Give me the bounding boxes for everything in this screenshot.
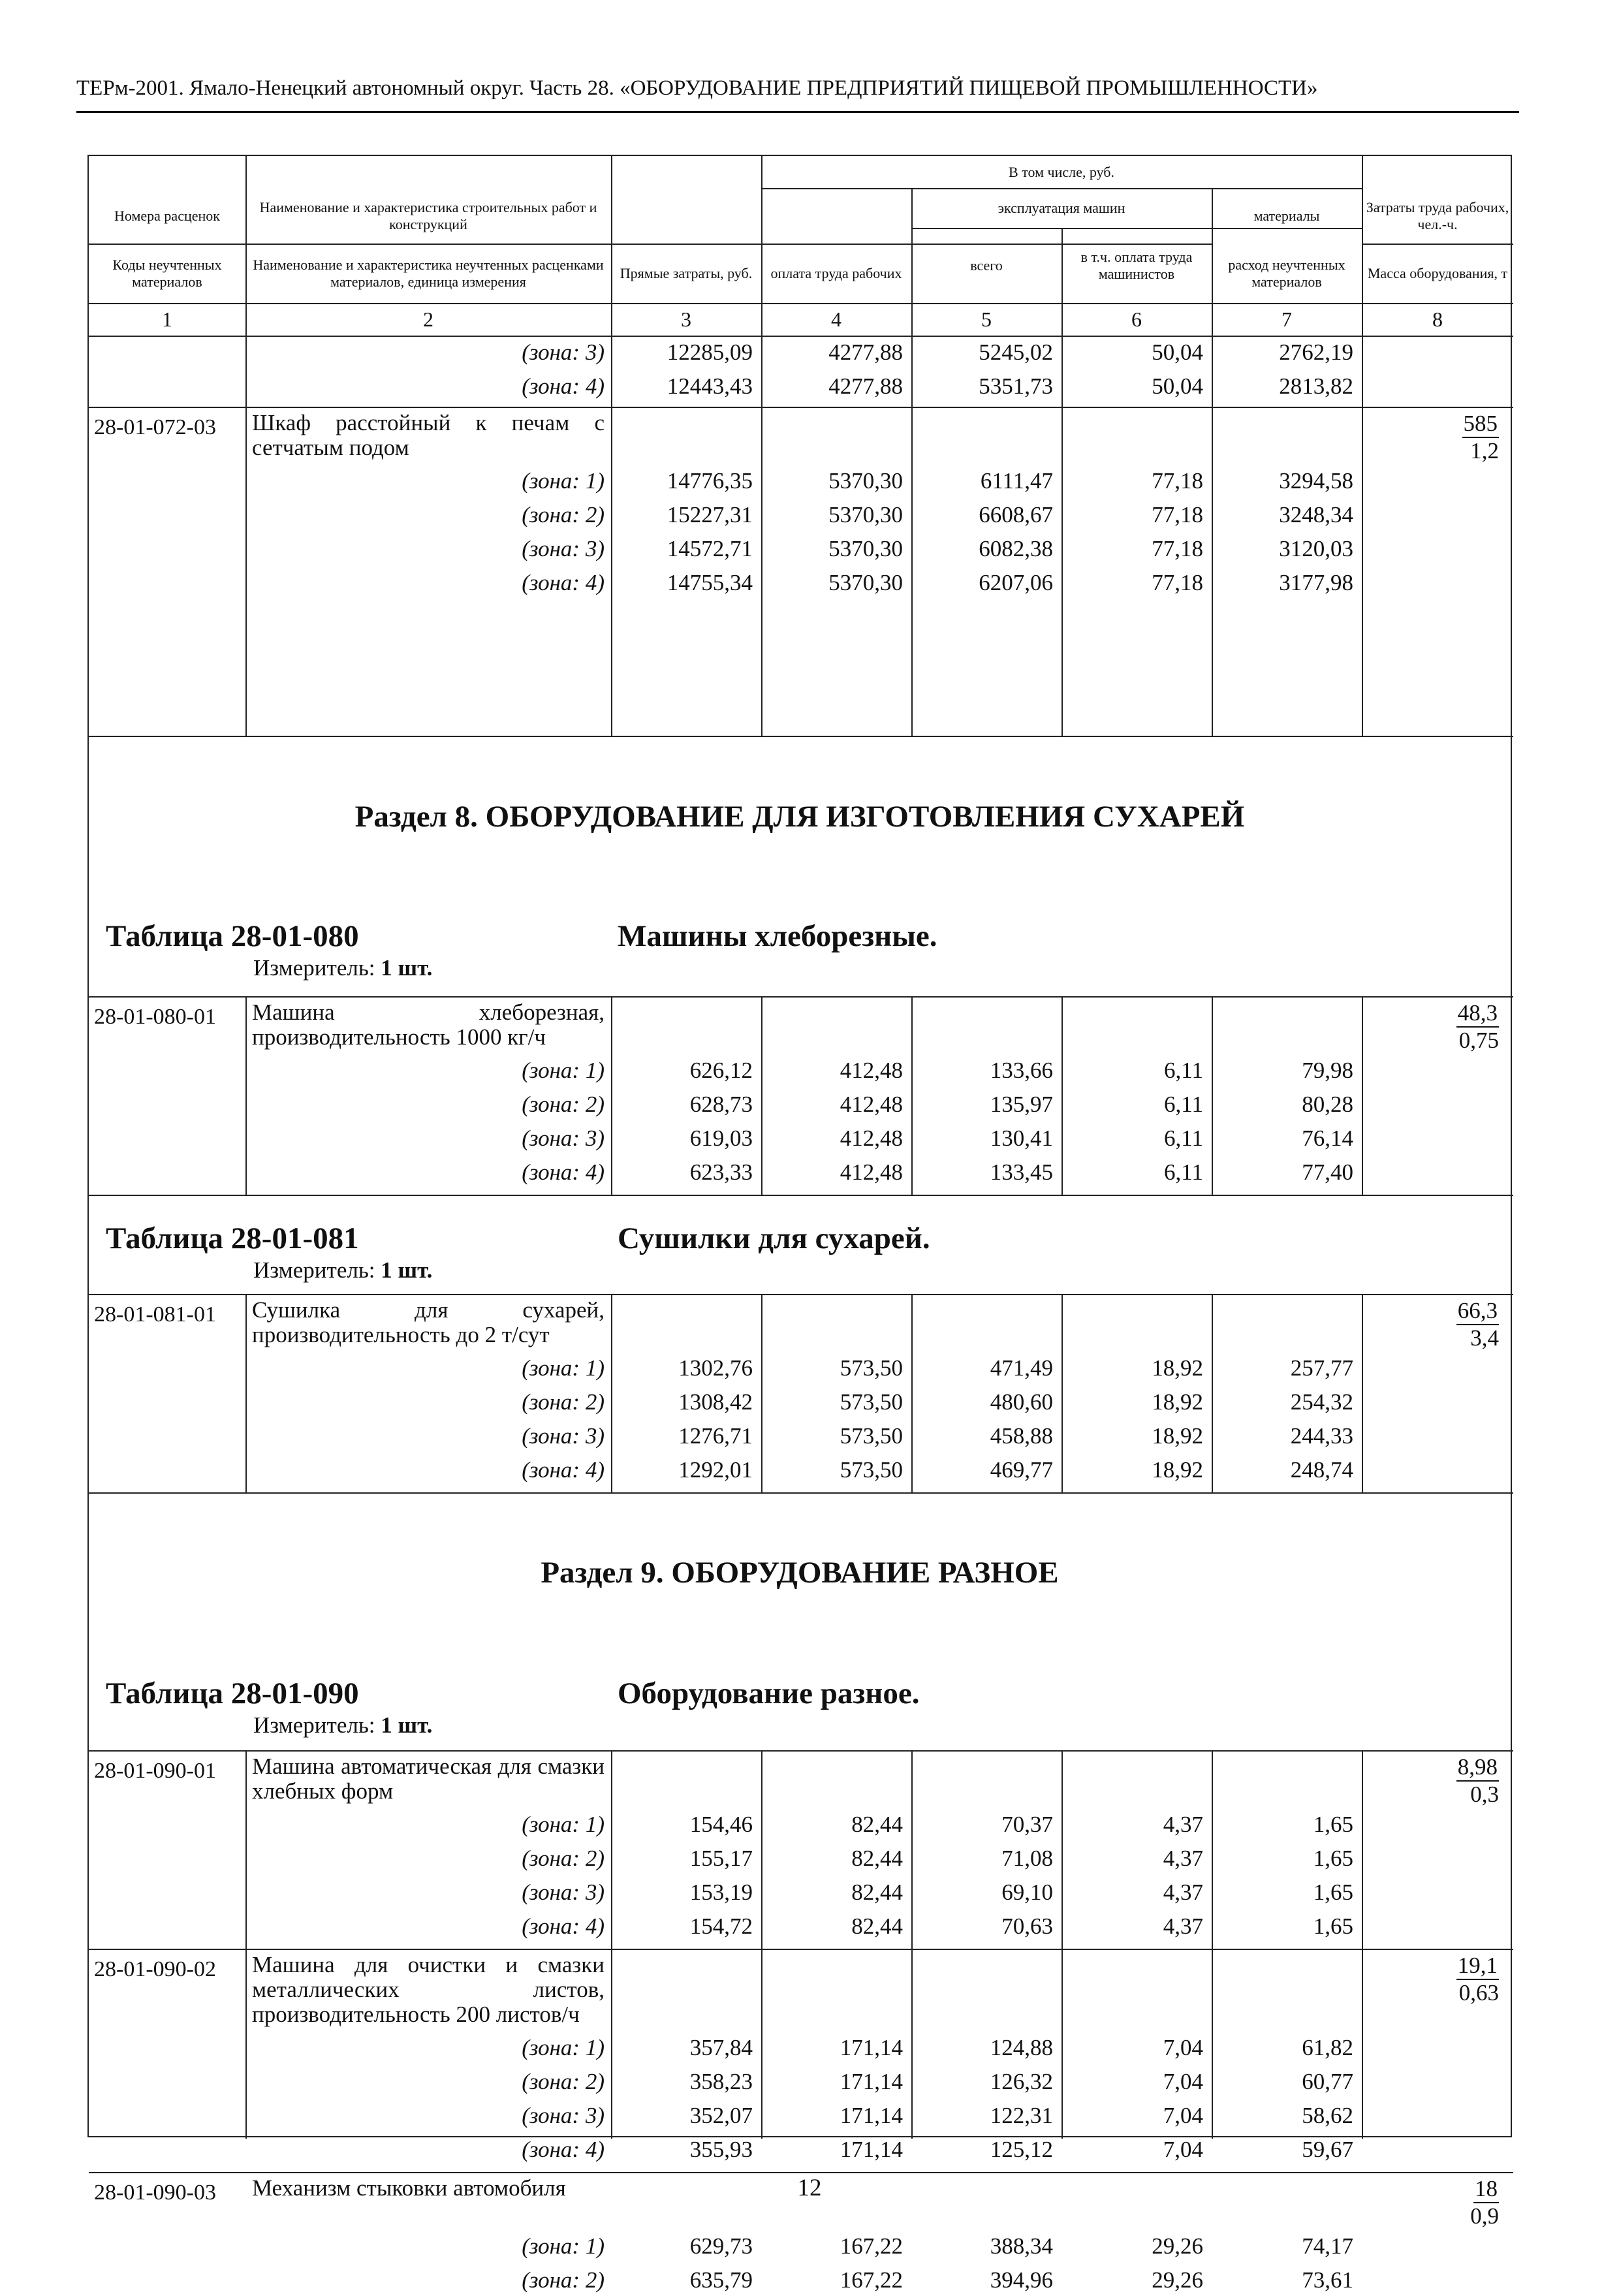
labor-cost-value: 8,98: [1456, 1754, 1499, 1782]
table-cell: 18,92: [1152, 1423, 1203, 1449]
column-divider: [611, 407, 612, 736]
table-cell: 50,04: [1152, 373, 1203, 399]
mass-value: [1368, 1754, 1499, 1808]
unit-value: 1 шт.: [381, 1712, 433, 1738]
column-divider: [245, 336, 247, 407]
table-cell: 3248,34: [1279, 502, 1353, 527]
table-cell: 394,96: [990, 2267, 1053, 2293]
table-cell: 412,48: [840, 1125, 903, 1151]
zone-label: (зона: 1): [522, 1355, 605, 1381]
zone-label: (зона: 1): [522, 2035, 605, 2060]
table-cell: 1,65: [1313, 1879, 1353, 1905]
table-number: Таблица 28-01-081: [106, 1221, 359, 1255]
table-cell: 70,63: [1001, 1913, 1053, 1939]
labor-pay-header: оплата труда рабочих: [770, 264, 902, 281]
zone-label: (зона: 1): [522, 468, 605, 494]
page-header: ТЕРм-2001. Ямало-Ненецкий автономный округ. Часть 28. «ОБОРУДОВАНИЕ ПРЕДПРИЯТИЙ ПИЩЕВОЙ ПРОМЫШЛЕННОСТИ»: [76, 72, 1519, 113]
zone-label: (зона: 4): [522, 373, 605, 399]
row-divider: [89, 1750, 1513, 1752]
table-cell: 77,18: [1152, 502, 1203, 527]
column-divider: [1212, 336, 1213, 407]
unit-value: 1 шт.: [381, 955, 433, 981]
row-divider: [89, 1195, 1513, 1196]
page-number: 12: [797, 2175, 822, 2201]
table-cell: 6082,38: [979, 536, 1053, 561]
column-divider: [611, 336, 612, 407]
table-cell: 18,92: [1152, 1355, 1203, 1381]
table-cell: 171,14: [840, 2103, 903, 2128]
table-cell: 18,92: [1152, 1389, 1203, 1415]
table-cell: 626,12: [689, 1058, 753, 1083]
column-divider: [1212, 996, 1213, 1195]
equipment-mass-value: 0,3: [1470, 1782, 1499, 1807]
table-cell: 412,48: [840, 1058, 903, 1083]
table-cell: 412,48: [840, 1092, 903, 1117]
column-divider: [1061, 336, 1063, 407]
total-header: всего: [970, 257, 1003, 274]
unit-line: [253, 1712, 432, 1738]
item-name: Машина для очистки и смазки металлических листов, производительность 200 листов/ч: [252, 1952, 605, 2027]
table-cell: 458,88: [990, 1423, 1053, 1449]
rate-code: 28-01-090-02: [94, 1957, 216, 1981]
col-number: 7: [1281, 307, 1292, 331]
unit-label: Измеритель:: [253, 1712, 375, 1738]
zone-label: (зона: 3): [522, 2103, 605, 2128]
zone-label: (зона: 2): [522, 2069, 605, 2094]
table-cell: 50,04: [1152, 339, 1203, 365]
mass-value: [1368, 1298, 1499, 1351]
rate-code: 28-01-072-03: [94, 415, 216, 439]
table-cell: 60,77: [1302, 2069, 1353, 2094]
table-cell: 77,40: [1302, 1159, 1353, 1185]
table-cell: 133,45: [990, 1159, 1053, 1185]
table-cell: 1302,76: [678, 1355, 753, 1381]
table-cell: 69,10: [1001, 1879, 1053, 1905]
row-divider: [89, 407, 1513, 408]
zone-label: (зона: 1): [522, 1812, 605, 1837]
table-cell: 122,31: [990, 2103, 1053, 2128]
table-cell: 1,65: [1313, 1846, 1353, 1871]
column-divider: [911, 407, 913, 736]
col-number: 1: [162, 307, 172, 331]
table-cell: 388,34: [990, 2233, 1053, 2259]
column-divider: [761, 996, 762, 1195]
labor-cost-value: 48,3: [1456, 1000, 1499, 1028]
table-cell: 12443,43: [667, 373, 753, 399]
table-cell: 171,14: [840, 2137, 903, 2162]
labor-cost-value: 585: [1462, 411, 1500, 438]
zone-label: (зона: 3): [522, 536, 605, 561]
table-cell: 5370,30: [828, 570, 903, 595]
zone-label: (зона: 2): [522, 1092, 605, 1117]
table-cell: 70,37: [1001, 1812, 1053, 1837]
item-name: Механизм стыковки автомобиля: [252, 2175, 566, 2201]
column-divider: [1061, 407, 1063, 736]
table-cell: 573,50: [840, 1457, 903, 1483]
mass-value: [1368, 411, 1499, 464]
table-cell: 79,98: [1302, 1058, 1353, 1083]
column-divider: [1061, 996, 1063, 1195]
table-cell: 154,72: [689, 1913, 753, 1939]
equipment-mass-value: 0,63: [1458, 1980, 1499, 2005]
table-cell: 2813,82: [1279, 373, 1353, 399]
zone-label: (зона: 4): [522, 570, 605, 595]
table-cell: 124,88: [990, 2035, 1053, 2060]
column-divider: [761, 1294, 762, 1492]
table-cell: 5370,30: [828, 502, 903, 527]
table-cell: 5245,02: [979, 339, 1053, 365]
col-number: 6: [1131, 307, 1142, 331]
zone-label: (зона: 3): [522, 1125, 605, 1151]
rate-code: 28-01-090-03: [94, 2180, 216, 2205]
table-cell: 76,14: [1302, 1125, 1353, 1151]
table-cell: 133,66: [990, 1058, 1053, 1083]
col3-header: Прямые затраты, руб.: [620, 264, 753, 281]
table-cell: 1308,42: [678, 1389, 753, 1415]
table-cell: 3120,03: [1279, 536, 1353, 561]
table-cell: 629,73: [689, 2233, 753, 2259]
zone-label: (зона: 1): [522, 1058, 605, 1083]
column-divider: [1362, 407, 1363, 736]
unit-line: [253, 955, 432, 981]
col2-header: Наименование и характеристика строительных работ и конструкций: [259, 198, 597, 232]
column-divider: [1362, 336, 1363, 407]
table-cell: 573,50: [840, 1389, 903, 1415]
column-divider: [245, 407, 247, 736]
col-number: 2: [423, 307, 433, 331]
unit-label: Измеритель:: [253, 1257, 375, 1283]
table-cell: 248,74: [1290, 1457, 1353, 1483]
table-cell: 635,79: [689, 2267, 753, 2293]
table-cell: 130,41: [990, 1125, 1053, 1151]
table-cell: 167,22: [840, 2233, 903, 2259]
row-divider: [89, 1949, 1513, 1950]
table-cell: 5351,73: [979, 373, 1053, 399]
rate-code: 28-01-080-01: [94, 1005, 216, 1029]
table-cell: 358,23: [689, 2069, 753, 2094]
equipment-mass-value: 1,2: [1470, 438, 1499, 464]
table-cell: 5370,30: [828, 536, 903, 561]
section-title: Раздел 8. ОБОРУДОВАНИЕ ДЛЯ ИЗГОТОВЛЕНИЯ СУХАРЕЙ: [354, 800, 1245, 834]
zone-label: (зона: 2): [522, 1389, 605, 1415]
mass-value: [1368, 1953, 1499, 2006]
column-divider: [761, 407, 762, 736]
table-cell: 14755,34: [667, 570, 753, 595]
table-number: Таблица 28-01-080: [106, 919, 359, 953]
table-cell: 126,32: [990, 2069, 1053, 2094]
table-cell: 73,61: [1302, 2267, 1353, 2293]
exploit-header: эксплуатация машин: [998, 199, 1125, 216]
table-cell: 6,11: [1164, 1125, 1203, 1151]
table-cell: 77,18: [1152, 468, 1203, 494]
rate-code: 28-01-081-01: [94, 1302, 216, 1327]
table-cell: 573,50: [840, 1355, 903, 1381]
table-cell: 61,82: [1302, 2035, 1353, 2060]
table-cell: 3294,58: [1279, 468, 1353, 494]
table-cell: 12285,09: [667, 339, 753, 365]
column-divider: [1212, 1750, 1213, 2139]
table-cell: 171,14: [840, 2035, 903, 2060]
table-cell: 471,49: [990, 1355, 1053, 1381]
table-cell: 14776,35: [667, 468, 753, 494]
table-cell: 4277,88: [828, 339, 903, 365]
row-divider: [89, 1294, 1513, 1295]
column-divider: [1362, 1750, 1363, 2139]
table-cell: 167,22: [840, 2267, 903, 2293]
table-cell: 155,17: [689, 1846, 753, 1871]
column-divider: [1212, 1294, 1213, 1492]
column-divider: [911, 1750, 913, 2139]
table-cell: 352,07: [689, 2103, 753, 2128]
table-cell: 623,33: [689, 1159, 753, 1185]
zone-label: (зона: 3): [522, 1879, 605, 1905]
column-divider: [611, 1294, 612, 1492]
labor-cost-value: 66,3: [1456, 1298, 1499, 1325]
table-cell: 77,18: [1152, 536, 1203, 561]
table-cell: 154,46: [689, 1812, 753, 1837]
unacc-header: расход неучтенных материалов: [1228, 256, 1345, 290]
table-cell: 153,19: [689, 1879, 753, 1905]
column-divider: [611, 996, 612, 1195]
zone-label: (зона: 1): [522, 2233, 605, 2259]
column-divider: [1362, 996, 1363, 1195]
table-cell: 82,44: [851, 1846, 903, 1871]
table-title: Сушилки для сухарей.: [618, 1221, 930, 1255]
table-cell: 7,04: [1163, 2103, 1203, 2128]
section-title: Раздел 9. ОБОРУДОВАНИЕ РАЗНОЕ: [541, 1556, 1059, 1590]
zone-label: (зона: 3): [522, 1423, 605, 1449]
table-cell: 6,11: [1164, 1092, 1203, 1117]
table-cell: 1276,71: [678, 1423, 753, 1449]
zone-label: (зона: 2): [522, 502, 605, 527]
unit-line: [253, 1257, 432, 1283]
zone-label: (зона: 2): [522, 1846, 605, 1871]
rates-table: [87, 155, 1512, 2293]
zone-label: (зона: 4): [522, 1913, 605, 1939]
table-title: Машины хлеборезные.: [618, 919, 937, 953]
table-cell: 254,32: [1290, 1389, 1353, 1415]
row-divider: [89, 1492, 1513, 1494]
table-cell: 4,37: [1163, 1846, 1203, 1871]
item-name: Машина хлеборезная, производительность 1000 кг/ч: [252, 999, 605, 1050]
col-number: 8: [1432, 307, 1443, 331]
table-cell: 244,33: [1290, 1423, 1353, 1449]
table-cell: 58,62: [1302, 2103, 1353, 2128]
table-cell: 29,26: [1152, 2233, 1203, 2259]
materials-header: материалы: [1253, 207, 1320, 224]
table-cell: 412,48: [840, 1159, 903, 1185]
table-cell: 6608,67: [979, 502, 1053, 527]
table-cell: 1,65: [1313, 1913, 1353, 1939]
col-number: 5: [981, 307, 992, 331]
table-cell: 59,67: [1302, 2137, 1353, 2162]
table-cell: 80,28: [1302, 1092, 1353, 1117]
table-cell: 5370,30: [828, 468, 903, 494]
table-cell: 6207,06: [979, 570, 1053, 595]
mass-header: Масса оборудования, т: [1367, 264, 1508, 281]
rate-code: 28-01-090-01: [94, 1759, 216, 1783]
column-divider: [245, 1750, 247, 2139]
table-cell: 2762,19: [1279, 339, 1353, 365]
table-cell: 7,04: [1163, 2035, 1203, 2060]
item-name: Сушилка для сухарей, производительность до 2 т/сут: [252, 1297, 605, 1347]
column-divider: [761, 1750, 762, 2139]
table-cell: 4277,88: [828, 373, 903, 399]
item-name: Машина автоматическая для смазки хлебных форм: [252, 1753, 605, 1804]
table-cell: 7,04: [1163, 2137, 1203, 2162]
col-number: 3: [681, 307, 691, 331]
table-cell: 171,14: [840, 2069, 903, 2094]
col1-header: Номера расценок: [114, 207, 220, 224]
incl-header: В том числе, руб.: [1009, 163, 1114, 180]
table-cell: 619,03: [689, 1125, 753, 1151]
table-cell: 1292,01: [678, 1457, 753, 1483]
equipment-mass-value: 0,75: [1458, 1028, 1499, 1053]
zone-label: (зона: 4): [522, 1457, 605, 1483]
table-cell: 573,50: [840, 1423, 903, 1449]
table-cell: 4,37: [1163, 1913, 1203, 1939]
table-cell: 77,18: [1152, 570, 1203, 595]
row-divider: [89, 996, 1513, 998]
zone-label: (зона: 3): [522, 339, 605, 365]
table-cell: 628,73: [689, 1092, 753, 1117]
table-cell: 480,60: [990, 1389, 1053, 1415]
table-cell: 355,93: [689, 2137, 753, 2162]
column-divider: [245, 996, 247, 1195]
item-name: Шкаф расстойный к печам с сетчатым подом: [252, 410, 605, 460]
table-cell: 135,97: [990, 1092, 1053, 1117]
row-divider: [89, 736, 1513, 737]
table-cell: 4,37: [1163, 1879, 1203, 1905]
table-cell: 6,11: [1164, 1058, 1203, 1083]
column-divider: [911, 996, 913, 1195]
table-cell: 82,44: [851, 1913, 903, 1939]
table-cell: 18,92: [1152, 1457, 1203, 1483]
table-cell: 125,12: [990, 2137, 1053, 2162]
table-cell: 74,17: [1302, 2233, 1353, 2259]
labor-cost-value: 18: [1473, 2176, 1499, 2203]
table-cell: 14572,71: [667, 536, 753, 561]
column-divider: [1061, 1294, 1063, 1492]
column-divider: [1212, 407, 1213, 736]
col2-subheader: Наименование и характеристика неучтенных расценками материалов, единица измерения: [253, 256, 604, 290]
table-cell: 82,44: [851, 1879, 903, 1905]
column-divider: [911, 1294, 913, 1492]
column-divider: [245, 1294, 247, 1492]
table-cell: 469,77: [990, 1457, 1053, 1483]
zone-label: (зона: 4): [522, 1159, 605, 1185]
labor-cost-header: Затраты труда рабочих, чел.-ч.: [1366, 198, 1509, 232]
mass-value: [1368, 1000, 1499, 1054]
labor-cost-value: 19,1: [1456, 1953, 1499, 1980]
unit-value: 1 шт.: [381, 1257, 433, 1283]
table-cell: 357,84: [689, 2035, 753, 2060]
row-divider: [89, 2172, 1513, 2173]
zone-label: (зона: 2): [522, 2267, 605, 2293]
unit-label: Измеритель:: [253, 955, 375, 981]
column-divider: [1362, 1294, 1363, 1492]
table-cell: 6,11: [1164, 1159, 1203, 1185]
column-divider: [1061, 1750, 1063, 2139]
col1-subheader: Коды неучтенных материалов: [112, 256, 222, 290]
table-cell: 15227,31: [667, 502, 753, 527]
zone-label: (зона: 4): [522, 2137, 605, 2162]
table-cell: 71,08: [1001, 1846, 1053, 1871]
incl-mach-header: в т.ч. оплата труда машинистов: [1080, 248, 1193, 282]
table-cell: 6111,47: [980, 468, 1053, 494]
col-number: 4: [831, 307, 841, 331]
table-cell: 3177,98: [1279, 570, 1353, 595]
table-cell: 82,44: [851, 1812, 903, 1837]
column-divider: [611, 1750, 612, 2139]
table-cell: 4,37: [1163, 1812, 1203, 1837]
table-cell: 257,77: [1290, 1355, 1353, 1381]
table-title: Оборудование разное.: [618, 1676, 920, 1710]
equipment-mass-value: 3,4: [1470, 1325, 1499, 1351]
table-number: Таблица 28-01-090: [106, 1676, 359, 1710]
column-divider: [761, 336, 762, 407]
table-cell: 1,65: [1313, 1812, 1353, 1837]
table-cell: 29,26: [1152, 2267, 1203, 2293]
table-cell: 7,04: [1163, 2069, 1203, 2094]
equipment-mass-value: 0,9: [1470, 2203, 1499, 2229]
column-divider: [911, 336, 913, 407]
